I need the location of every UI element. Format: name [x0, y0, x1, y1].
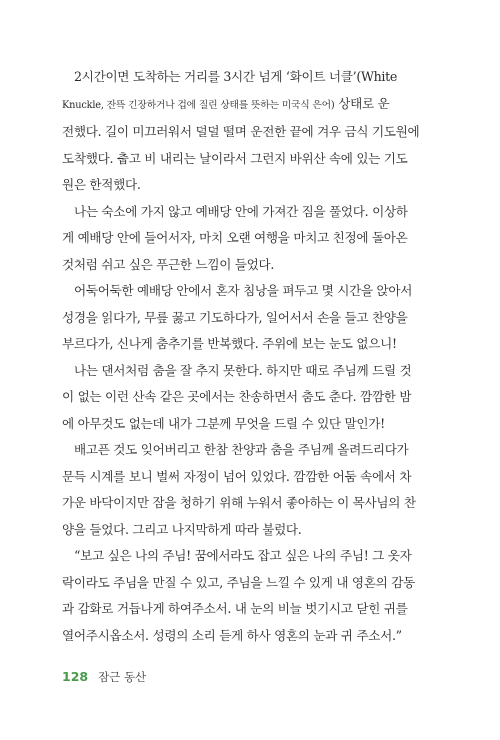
- text-line: [62, 119, 442, 146]
- text-line: [62, 358, 442, 385]
- text-line: [62, 331, 442, 358]
- paragraph: [62, 437, 442, 543]
- text-segment: 어둑어둑한 예배당 안에서 혼자 침낭을 펴두고 몇 시간을 앉아서: [74, 283, 413, 298]
- text-segment: 도착했다. 춥고 비 내리는 날이라서 그런지 바위산 속에 있는 기도: [62, 150, 408, 166]
- text-segment: 원은 한적했다.: [62, 177, 141, 192]
- text-line: [62, 278, 442, 305]
- text-segment: 나는 숙소에 가지 않고 예배당 안에 가져간 짐을 풀었다. 이상하: [74, 203, 408, 219]
- text-segment: 락이라도 주님을 만질 수 있고, 주님을 느낄 수 있게 내 영혼의 감동: [62, 574, 415, 590]
- text-segment: 가운 바닥이지만 잠을 청하기 위해 누워서 좋아하는 이 목사님의 찬: [62, 495, 416, 510]
- paragraph: [62, 543, 442, 649]
- text-segment: “보고 싶은 나의 주님! 꿈에서라도 잡고 싶은 나의 주님! 그 옷자: [74, 548, 412, 563]
- text-line: [62, 411, 442, 438]
- text-line: [62, 464, 442, 491]
- text-segment: 성경을 읽다가, 무릎 꿇고 기도하다가, 일어서서 손을 들고 찬양을: [62, 309, 408, 325]
- text-segment: 게 예배당 안에 들어서자, 마치 오랜 여행을 마치고 친정에 돌아온: [62, 230, 408, 245]
- text-segment: 나는 댄서처럼 춤을 잘 추지 못한다. 하지만 때로 주님께 드릴 것: [74, 362, 412, 378]
- book-title: 잠근 동산: [98, 670, 147, 684]
- text-segment: 과 감화로 거듭나게 하여주소서. 내 눈의 비늘 벗기시고 닫힌 귀를: [62, 601, 408, 616]
- paragraph: [62, 64, 442, 199]
- text-line: [62, 623, 442, 650]
- text-segment: 부르다가, 신나게 춤추기를 반복했다. 주위에 보는 눈도 없으니!: [62, 336, 397, 351]
- text-line: [62, 172, 442, 199]
- text-line: [62, 199, 442, 226]
- text-segment: 배고픈 것도 잊어버리고 한참 찬양과 춤을 주님께 올려드리다가: [74, 442, 409, 457]
- text-line: [62, 517, 442, 544]
- text-segment: 이 없는 이런 산속 같은 곳에서는 찬송하면서 춤도 춘다. 깜깜한 밤: [62, 389, 412, 404]
- text-segment: 양을 들었다. 그리고 나지막하게 따라 불렀다.: [62, 521, 302, 537]
- text-line: [62, 384, 442, 411]
- text-segment: 에 아무것도 없는데 내가 그분께 무엇을 드릴 수 있단 말인가!: [62, 415, 385, 431]
- text-line: [62, 490, 442, 517]
- paragraph: [62, 278, 442, 358]
- text-segment: 전했다. 길이 미끄러워서 덜덜 떨며 운전한 끝에 겨우 금식 기도원에: [62, 124, 420, 139]
- text-line: [62, 91, 442, 120]
- text-line: [62, 570, 442, 597]
- text-line: [62, 146, 442, 173]
- text-segment: 2시간이면 도착하는 거리를 3시간 넘게 ‘화이트 너클’(White: [74, 69, 398, 84]
- text-line: [62, 252, 442, 279]
- text-segment: 문득 시계를 보니 벌써 자정이 넘어 있었다. 깜깜한 어둠 속에서 차: [62, 468, 412, 484]
- text-segment: 것처럼 쉬고 싶은 푸근한 느낌이 들었다.: [62, 256, 275, 272]
- paragraph: [62, 358, 442, 438]
- page-number: 128: [62, 669, 89, 684]
- annotation-text: Knuckle, 잔뜩 긴장하거나 겁에 질린 상태를 뜻하는 미국식 은어): [62, 99, 335, 111]
- body-text: [62, 64, 442, 649]
- text-line: [62, 596, 442, 623]
- text-segment: 상태로 운: [334, 95, 390, 111]
- text-line: [62, 543, 442, 570]
- text-line: [62, 64, 442, 91]
- page-footer: [62, 669, 146, 685]
- text-line: [62, 305, 442, 332]
- text-line: [62, 437, 442, 464]
- text-segment: 열어주시옵소서. 성령의 소리 듣게 하사 영혼의 눈과 귀 주소서.”: [62, 627, 402, 643]
- paragraph: [62, 199, 442, 279]
- text-line: [62, 225, 442, 252]
